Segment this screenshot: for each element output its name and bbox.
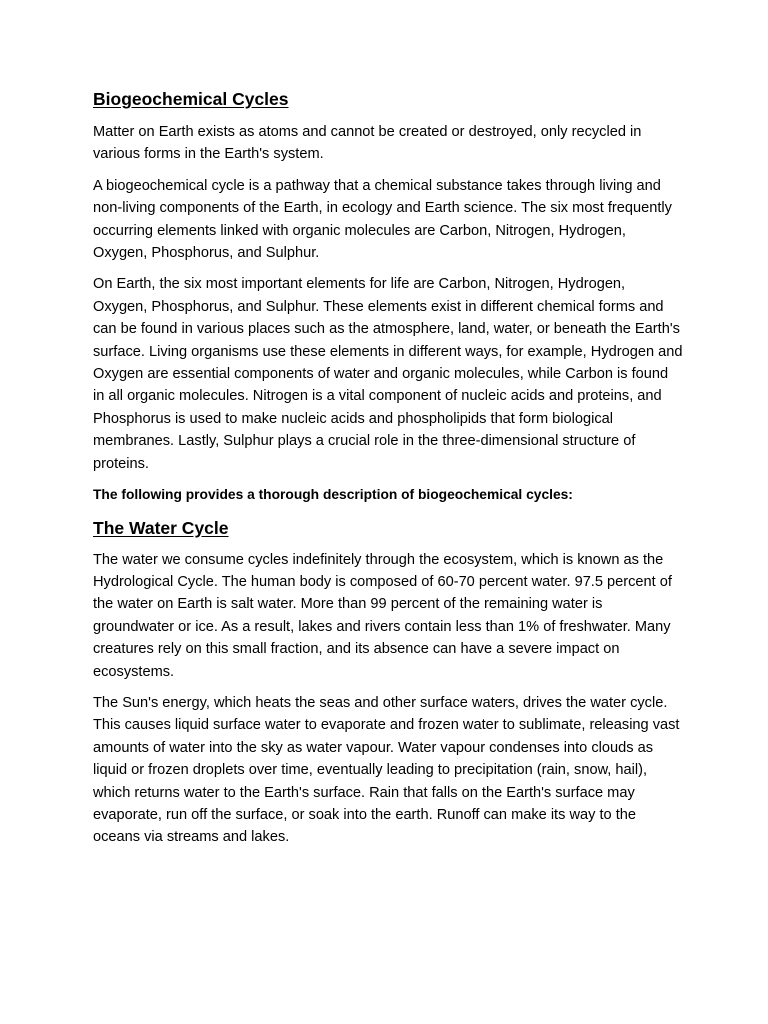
water-cycle-paragraph-1: The water we consume cycles indefinitely through the ecosystem, which is known as the Hydrological Cycle. The human body is composed of 60-70 percent water. 97.5 percent of the water on Earth is salt water. More than 99 percent of the remaining water is groundwater or ice. As a result, lakes and rivers contain less than 1% of freshwater. Many creatures rely on this small fraction, and its absence can have a severe impact on ecosystems.: [93, 551, 672, 680]
section-heading-water-cycle: The Water Cycle: [93, 517, 229, 538]
document-title: Biogeochemical Cycles: [93, 89, 289, 109]
document-page: [93, 88, 683, 858]
intro-paragraph-3: On Earth, the six most important elements for life are Carbon, Nitrogen, Hydrogen, Oxygen, Phosphorus, and Sulphur. These elements exist in different chemical forms and can be found in various places such as the atmosphere, land, water, or beneath the Earth's surface. Living organisms use these elements in different ways, for example, Hydrogen and Oxygen are essential components of water and organic molecules, while Carbon is found in all organic molecules. Nitrogen is a vital component of nucleic acids and proteins, and Phosphorus is used to make nucleic acids and phospholipids that form biological membranes. Lastly, Sulphur plays a crucial role in the three-dimensional structure of proteins.: [93, 276, 683, 472]
intro-paragraph-2: A biogeochemical cycle is a pathway that a chemical substance takes through living and non-living components of the Earth, in ecology and Earth science. The six most frequently occurring elements linked with organic molecules are Carbon, Nitrogen, Hydrogen, Oxygen, Phosphorus, and Sulphur.: [93, 177, 672, 262]
lead-in-text: The following provides a thorough description of biogeochemical cycles:: [93, 487, 573, 503]
intro-paragraph-1: Matter on Earth exists as atoms and cannot be created or destroyed, only recycled in various forms in the Earth's system.: [93, 124, 642, 163]
water-cycle-paragraph-2: The Sun's energy, which heats the seas and other surface waters, drives the water cycle. This causes liquid surface water to evaporate and frozen water to sublimate, releasing vast amounts of water into the sky as water vapour. Water vapour condenses into clouds as liquid or frozen droplets over time, eventually leading to precipitation (rain, snow, hail), which returns water to the Earth's surface. Rain that falls on the Earth's surface may evaporate, run off the surface, or soak into the earth. Runoff can make its way to the oceans via streams and lakes.: [93, 694, 680, 846]
